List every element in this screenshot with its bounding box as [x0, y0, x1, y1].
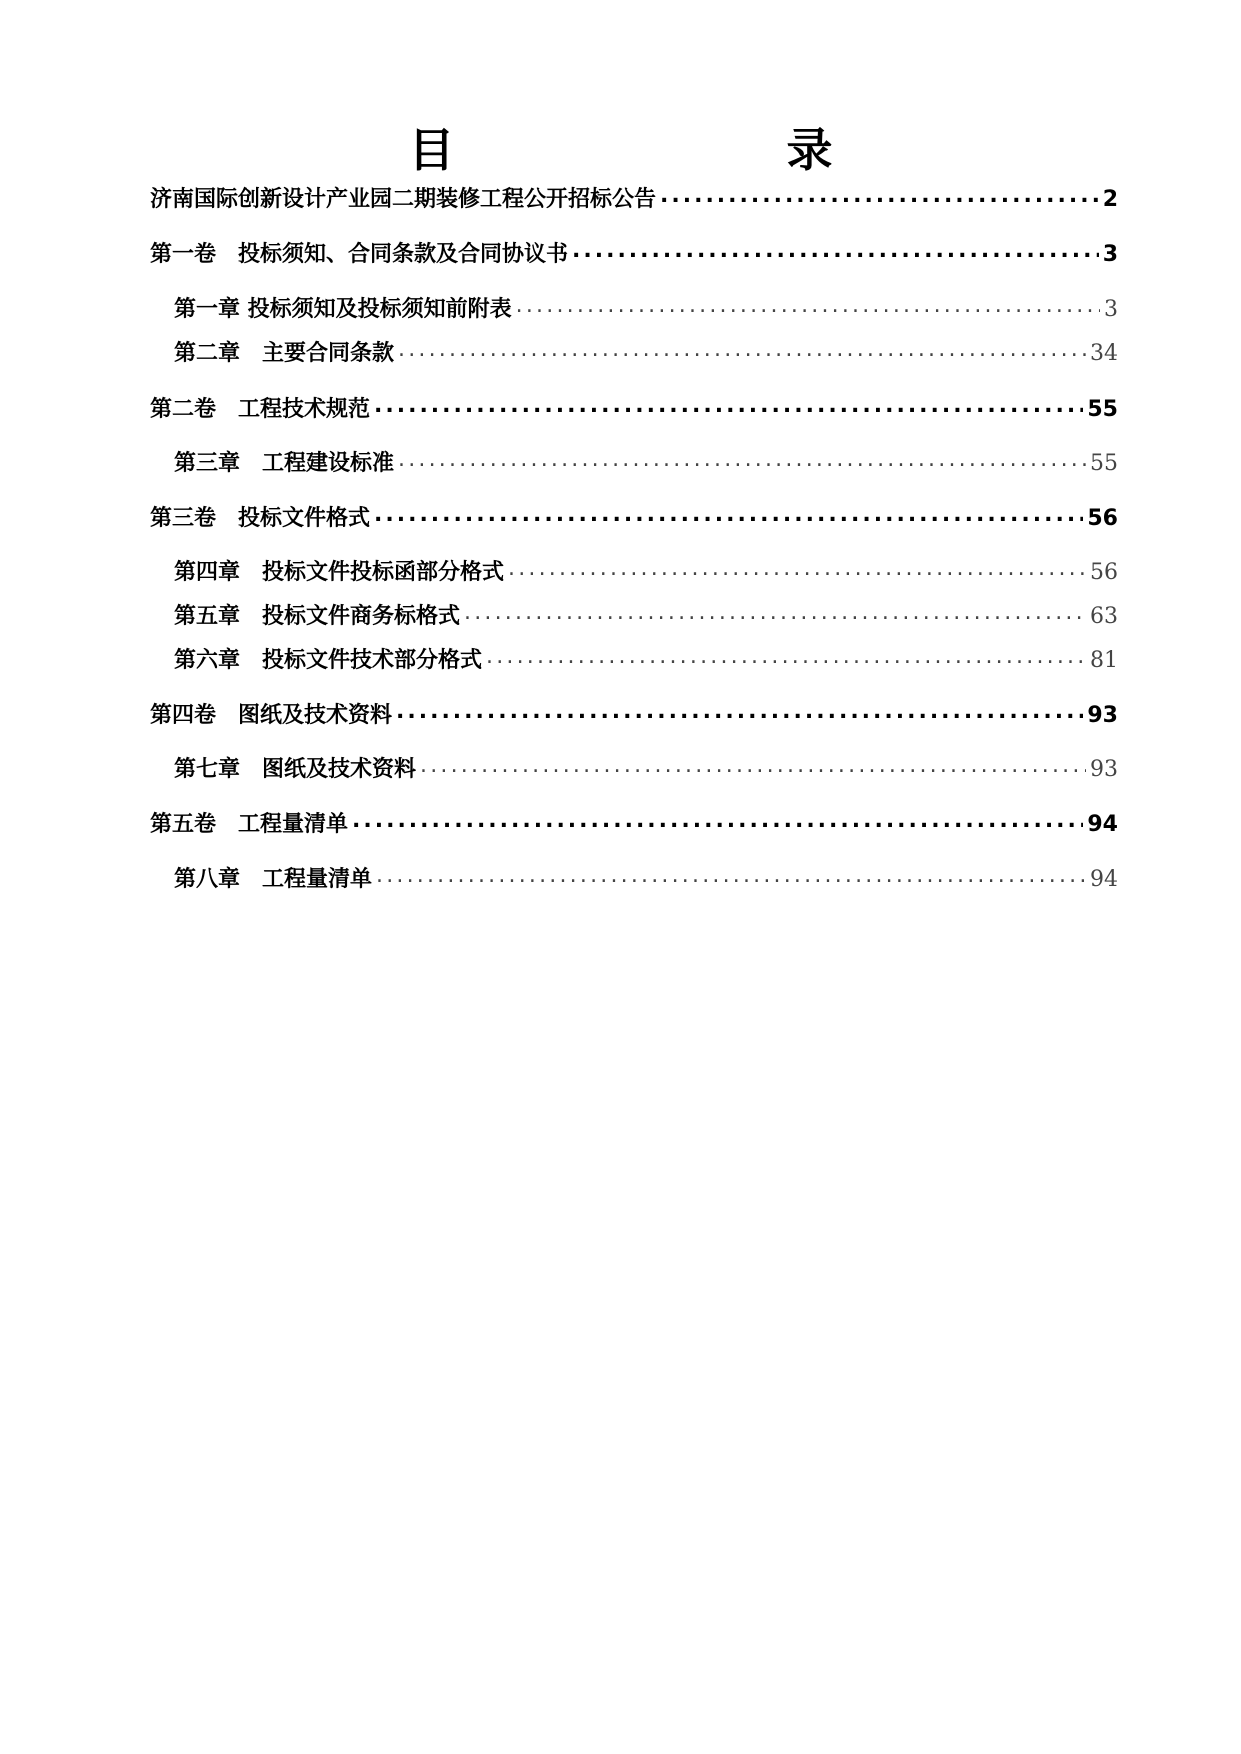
toc-entry-label: 济南国际创新设计产业园二期装修工程公开招标公告	[150, 187, 657, 212]
toc-entry-chapter-7[interactable]	[174, 752, 1118, 786]
toc-page-number: 94	[1087, 812, 1118, 837]
toc-entry-volume-3[interactable]	[150, 501, 1118, 535]
toc-dot-leader	[486, 645, 1086, 667]
toc-dot-leader	[420, 754, 1086, 776]
toc-page-number: 93	[1087, 703, 1118, 728]
toc-entry-volume-4[interactable]	[150, 698, 1118, 732]
toc-page-number: 55	[1090, 451, 1118, 476]
toc-page-number: 34	[1090, 341, 1118, 366]
toc-entry-label: 第三章 工程建设标准	[174, 451, 395, 476]
toc-dot-leader	[464, 601, 1086, 623]
toc-page-number: 56	[1090, 560, 1118, 585]
toc-entry-label: 第六章 投标文件技术部分格式	[174, 648, 483, 673]
toc-entry-announcement[interactable]	[150, 182, 1118, 216]
toc-entry-label: 第一卷 投标须知、合同条款及合同协议书	[150, 242, 569, 267]
toc-page-number: 81	[1090, 648, 1118, 673]
toc-page-number: 55	[1087, 397, 1118, 422]
toc-entry-volume-5[interactable]	[150, 807, 1118, 841]
toc-entry-label: 第二章 主要合同条款	[174, 341, 395, 366]
toc-entry-label: 第二卷 工程技术规范	[150, 397, 371, 422]
toc-entry-chapter-1[interactable]	[174, 292, 1118, 326]
toc-entry-label: 第四卷 图纸及技术资料	[150, 703, 393, 728]
toc-dot-leader	[374, 394, 1083, 416]
toc-page-number: 3	[1102, 242, 1118, 267]
toc-entry-volume-2[interactable]	[150, 392, 1118, 426]
toc-entry-chapter-8[interactable]	[174, 862, 1118, 896]
toc-dot-leader	[396, 700, 1083, 722]
toc-entry-label: 第五章 投标文件商务标格式	[174, 604, 461, 629]
toc-entry-label: 第五卷 工程量清单	[150, 812, 349, 837]
toc-dot-leader	[352, 809, 1083, 831]
toc-entry-label: 第七章 图纸及技术资料	[174, 757, 417, 782]
toc-entry-label: 第四章 投标文件投标函部分格式	[174, 560, 505, 585]
toc-entry-label: 第八章 工程量清单	[174, 867, 373, 892]
toc-entry-label: 第三卷 投标文件格式	[150, 506, 371, 531]
toc-entry-chapter-5[interactable]	[174, 599, 1118, 633]
toc-page-number: 63	[1090, 604, 1118, 629]
toc-page-number: 94	[1090, 867, 1118, 892]
toc-dot-leader	[398, 338, 1086, 360]
toc-dot-leader	[374, 503, 1083, 525]
toc-page-number: 56	[1087, 506, 1118, 531]
toc-page-number: 2	[1102, 187, 1118, 212]
toc-page-number: 93	[1090, 757, 1118, 782]
toc-entry-volume-1[interactable]	[150, 237, 1118, 271]
toc-entry-chapter-6[interactable]	[174, 643, 1118, 677]
toc-dot-leader	[516, 294, 1100, 316]
toc-entry-label: 第一章 投标须知及投标须知前附表	[174, 297, 512, 322]
toc-dot-leader	[572, 239, 1099, 261]
toc-dot-leader	[376, 864, 1086, 886]
toc-dot-leader	[660, 184, 1099, 206]
toc-title: 目 录	[408, 123, 913, 177]
toc-dot-leader	[398, 448, 1086, 470]
toc-page-number: 3	[1104, 297, 1118, 322]
toc-entry-chapter-3[interactable]	[174, 446, 1118, 480]
toc-entry-chapter-2[interactable]	[174, 336, 1118, 370]
toc-dot-leader	[508, 557, 1086, 579]
toc-entry-chapter-4[interactable]	[174, 555, 1118, 589]
